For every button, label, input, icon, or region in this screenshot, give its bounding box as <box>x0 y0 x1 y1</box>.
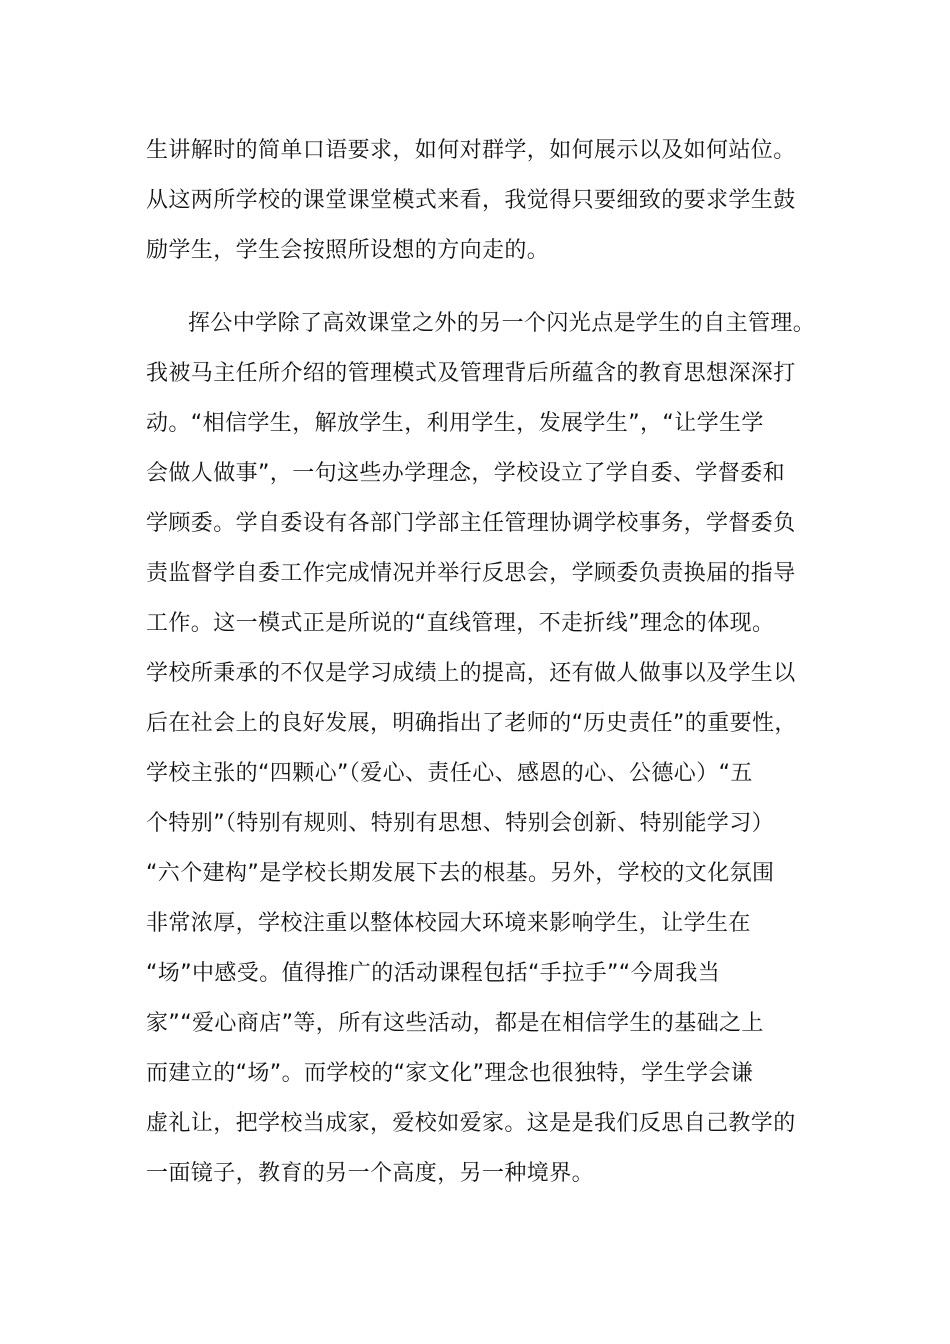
paragraph-2-line-14: “场”中感受。值得推广的活动课程包括“手拉手”“今周我当 <box>146 961 721 986</box>
paragraph-2-line-1: 挥公中学除了高效课堂之外的另一个闪光点是学生的自主管理。 <box>188 311 816 336</box>
paragraph-2-line-8: 学校所秉承的不仅是学习成绩上的提高，还有做人做事以及学生以 <box>146 661 796 686</box>
paragraph-2-line-18: 一面镜子，教育的另一个高度，另一种境界。 <box>146 1161 595 1186</box>
paragraph-2-line-4: 会做人做事”，一句这些办学理念，学校设立了学自委、学督委和 <box>146 461 785 486</box>
paragraph-2-line-13: 非常浓厚，学校注重以整体校园大环境来影响学生，让学生在 <box>146 911 751 936</box>
paragraph-2-line-3: 动。“相信学生，解放学生，利用学生，发展学生”，“让学生学 <box>146 411 764 436</box>
paragraph-2-line-7: 工作。这一模式正是所说的“直线管理，不走折线”理念的体现。 <box>146 611 775 636</box>
paragraph-2-line-9: 后在社会上的良好发展，明确指出了老师的“历史责任”的重要性， <box>146 711 797 736</box>
paragraph-2-line-15: 家”“爱心商店”等，所有这些活动，都是在相信学生的基础之上 <box>146 1011 764 1036</box>
paragraph-2-line-17: 虚礼让，把学校当成家，爱校如爱家。这是是我们反思自己教学的 <box>146 1111 796 1136</box>
paragraph-1-line-3: 励学生，学生会按照所设想的方向走的。 <box>146 238 550 263</box>
paragraph-2-line-6: 责监督学自委工作完成情况并举行反思会，学顾委负责换届的指导 <box>146 561 796 586</box>
paragraph-2-line-5: 学顾委。学自委设有各部门学部主任管理协调学校事务，学督委负 <box>146 511 796 536</box>
paragraph-2-line-10: 学校主张的“四颗心”（爱心、责任心、感恩的心、公德心）“五 <box>146 761 753 786</box>
paragraph-1-line-1: 生讲解时的简单口语要求，如何对群学，如何展示以及如何站位。 <box>146 138 796 163</box>
paragraph-2-line-2: 我被马主任所介绍的管理模式及管理背后所蕴含的教育思想深深打 <box>146 361 796 386</box>
paragraph-2-line-12: “六个建构”是学校长期发展下去的根基。另外，学校的文化氛围 <box>146 861 775 886</box>
paragraph-2-line-11: 个特别”（特别有规则、特别有思想、特别会创新、特别能学习） <box>146 811 774 836</box>
paragraph-1-line-2: 从这两所学校的课堂课堂模式来看，我觉得只要细致的要求学生鼓 <box>146 188 796 213</box>
paragraph-2-line-16: 而建立的“场”。而学校的“家文化”理念也很独特，学生学会谦 <box>146 1061 754 1086</box>
